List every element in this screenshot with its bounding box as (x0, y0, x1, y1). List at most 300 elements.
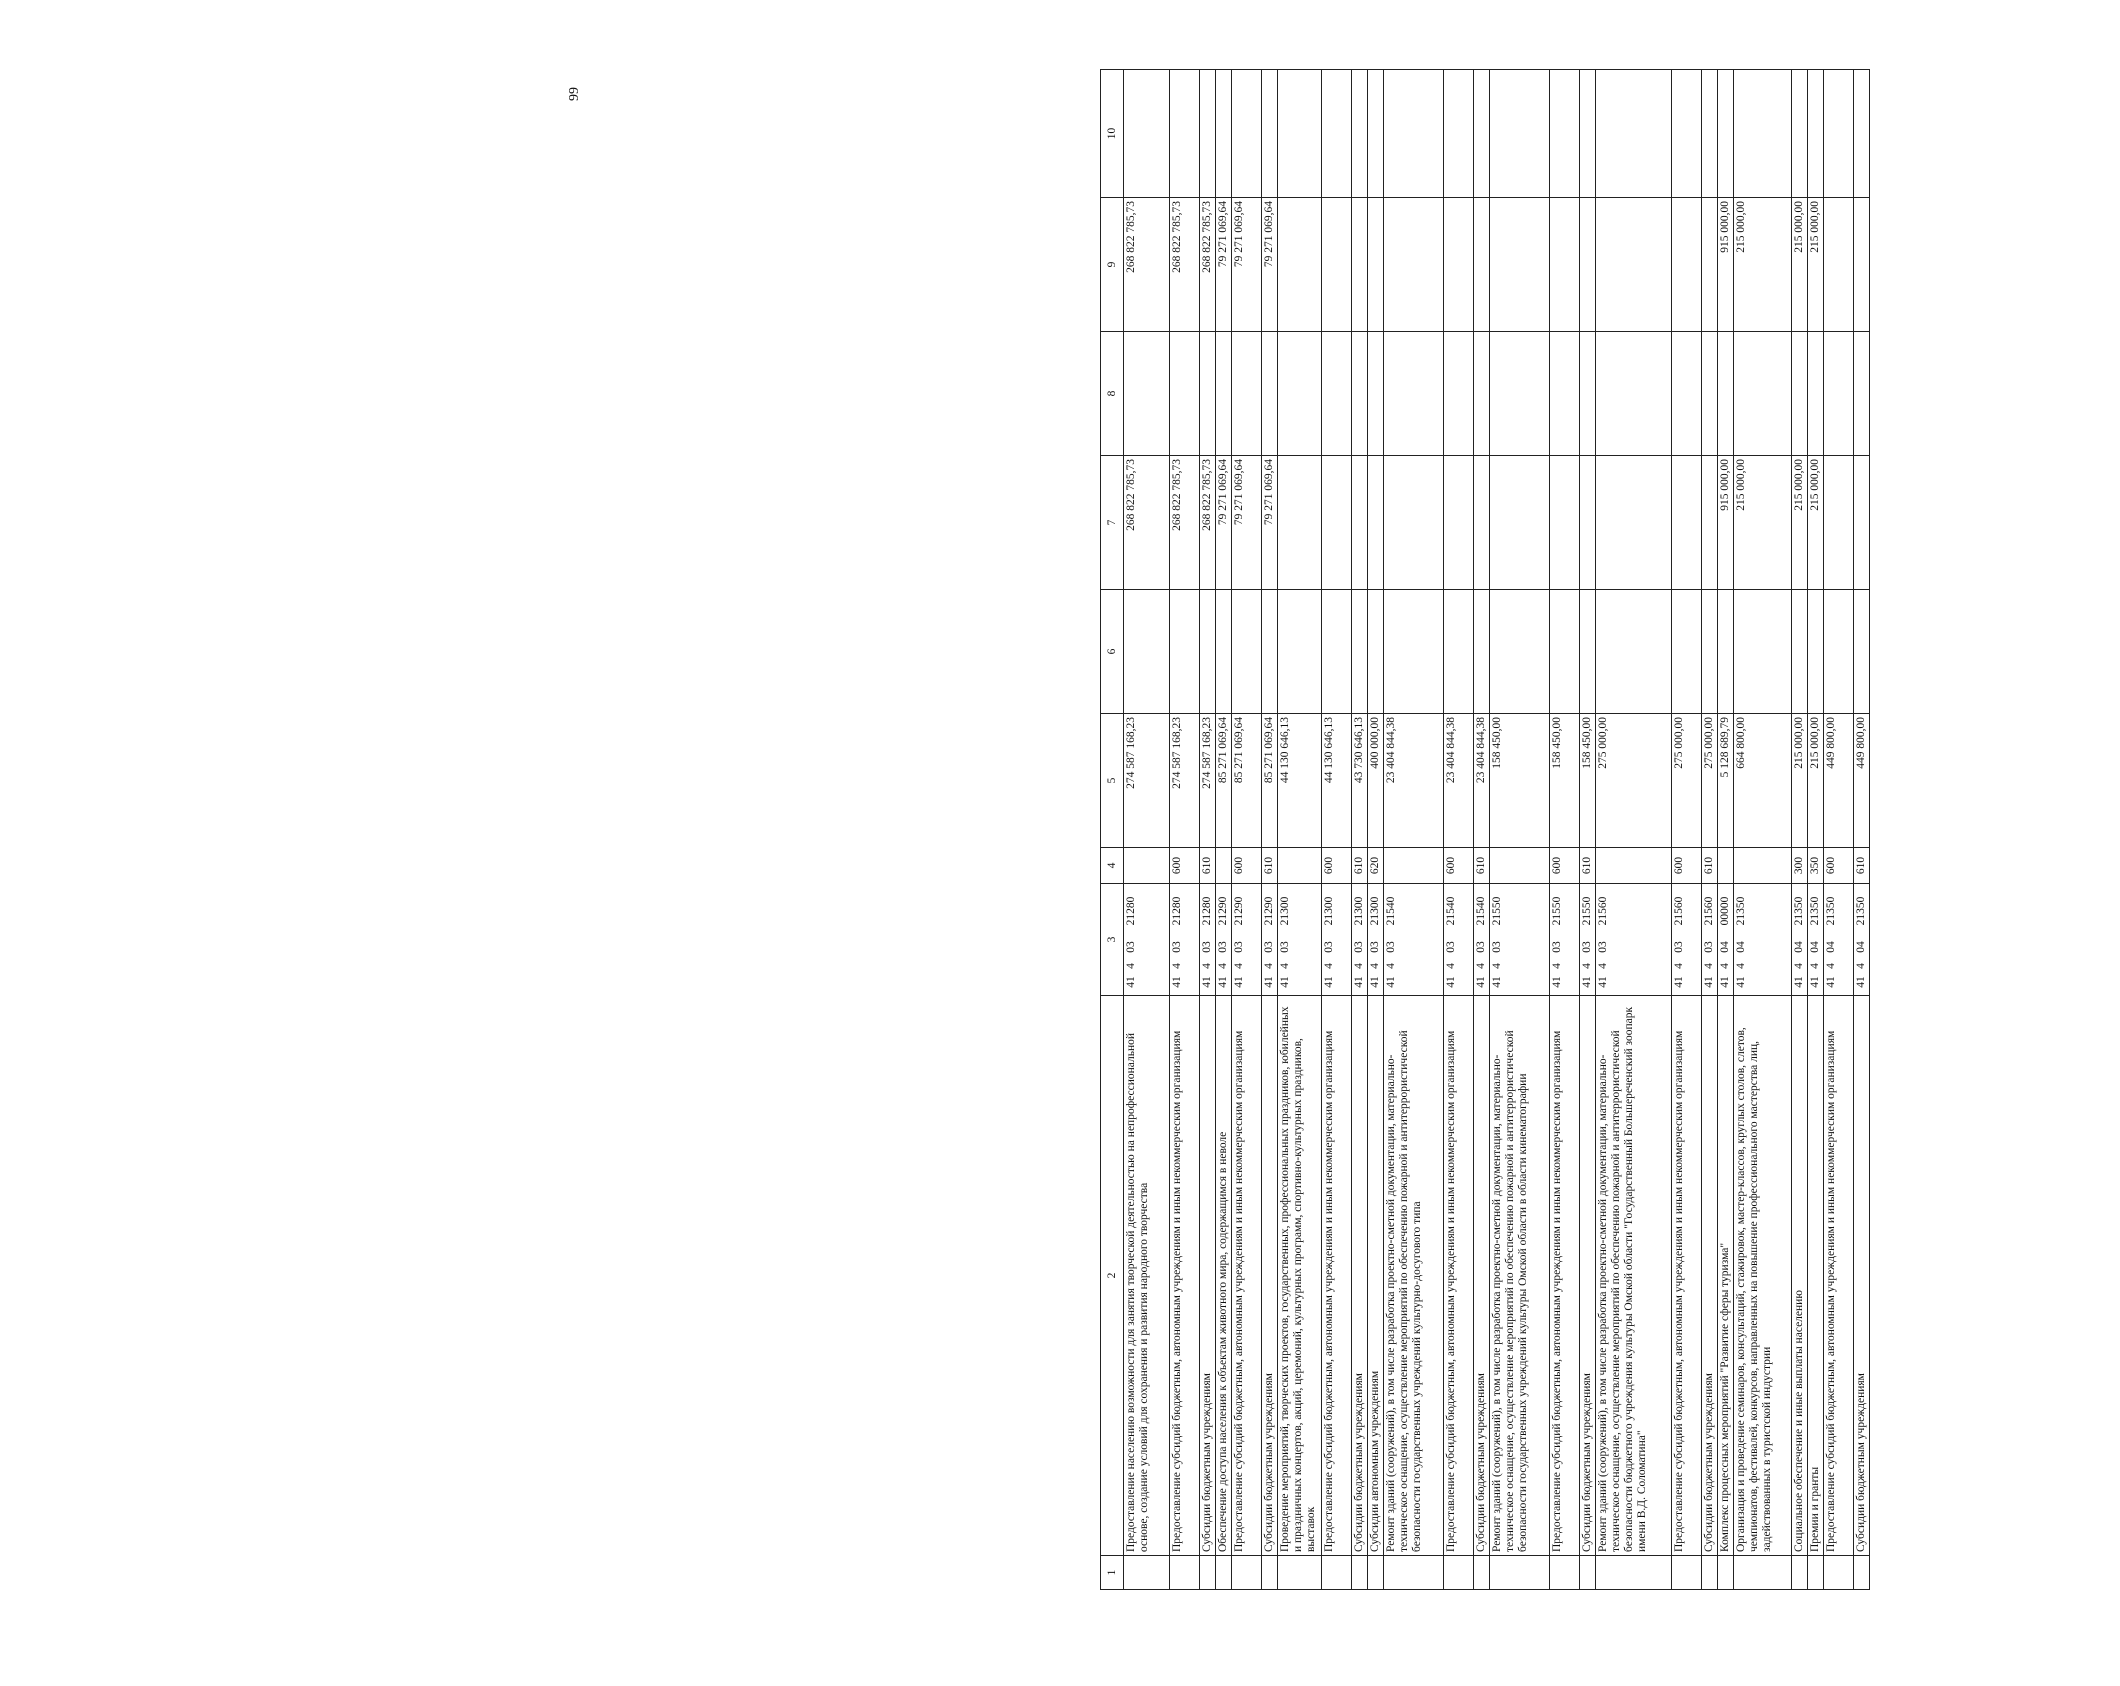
code-part: 41 (1353, 976, 1365, 988)
amount-c9 (1322, 198, 1352, 332)
amount-c6 (1550, 590, 1580, 714)
code-part: 41 (1385, 976, 1397, 988)
amount-c6 (1262, 590, 1278, 714)
amount-c9 (1490, 198, 1550, 332)
amount-c9 (1854, 198, 1870, 332)
code-part: 21550 (1491, 896, 1503, 926)
amount-c7 (1384, 456, 1444, 590)
code-part: 21300 (1323, 896, 1335, 926)
blank-cell (1490, 1556, 1550, 1590)
code-part: 4 (1475, 963, 1487, 969)
code-part: 41 (1217, 976, 1229, 988)
amount-c8 (1490, 332, 1550, 456)
code-part: 21280 (1201, 896, 1213, 926)
amount-c5: 275 000,00 (1596, 714, 1672, 848)
code-part: 03 (1673, 941, 1685, 953)
amount-c7 (1352, 456, 1368, 590)
classification-code (1124, 884, 1170, 996)
amount-c6 (1808, 590, 1824, 714)
column-header: 10 (1101, 70, 1124, 198)
classification-code (1702, 884, 1718, 996)
code-part: 4 (1263, 963, 1275, 969)
code-part: 41 (1263, 976, 1275, 988)
row-name: Ремонт зданий (сооружений), в том числе разработка проектно-сметной документации, материально-техническое оснащение, осуществление мероприятий по обеспечению пожарной и антитеррористической безопасности государственных учреждений культурно-досугового типа (1384, 996, 1444, 1556)
code-part: 03 (1171, 941, 1183, 953)
code-part: 41 (1673, 976, 1685, 988)
amount-c6 (1792, 590, 1808, 714)
row-name: Предоставление субсидий бюджетным, автономным учреждениям и иным некоммерческим организациям (1550, 996, 1580, 1556)
classification-code (1718, 884, 1734, 996)
blank-cell (1278, 1556, 1322, 1590)
amount-c8 (1444, 332, 1474, 456)
amount-c10 (1490, 70, 1550, 198)
amount-c6 (1474, 590, 1490, 714)
blank-cell (1854, 1556, 1870, 1590)
row-name: Социальное обеспечение и иные выплаты населению (1792, 996, 1808, 1556)
table-row (1278, 70, 1322, 1590)
amount-c7 (1854, 456, 1870, 590)
column-header: 8 (1101, 332, 1124, 456)
row-name: Субсидии бюджетным учреждениям (1474, 996, 1490, 1556)
classification-code (1322, 884, 1352, 996)
amount-c9: 215 000,00 (1734, 198, 1792, 332)
row-name: Предоставление субсидий бюджетным, автономным учреждениям и иным некоммерческим организациям (1170, 996, 1200, 1556)
code-part: 03 (1201, 941, 1213, 953)
code-part: 00000 (1719, 896, 1731, 926)
classification-code (1278, 884, 1322, 996)
expense-type-code: 600 (1824, 848, 1854, 884)
amount-c6 (1580, 590, 1596, 714)
amount-c6 (1854, 590, 1870, 714)
classification-code (1792, 884, 1808, 996)
amount-c6 (1322, 590, 1352, 714)
code-part: 03 (1353, 941, 1365, 953)
code-part: 4 (1353, 963, 1365, 969)
amount-c10 (1474, 70, 1490, 198)
amount-c6 (1734, 590, 1792, 714)
classification-code (1596, 884, 1672, 996)
table-row (1718, 70, 1734, 1590)
amount-c6 (1200, 590, 1216, 714)
code-part: 4 (1855, 963, 1867, 969)
row-name: Предоставление населению возможности для занятия творческой деятельностью на непрофессиональной основе, создание условий для сохранения и развития народного творчества (1124, 996, 1170, 1556)
amount-c5: 158 450,00 (1490, 714, 1550, 848)
amount-c9 (1352, 198, 1368, 332)
code-part: 03 (1703, 941, 1715, 953)
classification-code (1262, 884, 1278, 996)
code-part: 21280 (1171, 896, 1183, 926)
amount-c10 (1580, 70, 1596, 198)
expense-type-code: 600 (1672, 848, 1702, 884)
row-name: Ремонт зданий (сооружений), в том числе разработка проектно-сметной документации, материально-техническое оснащение, осуществление мероприятий по обеспечению пожарной и антитеррористической безопасности бюджетного учреждения культуры Омской области "Государственный Большереченский зоопарк имени В.Д. Соломатина" (1596, 996, 1672, 1556)
table-row (1854, 70, 1870, 1590)
amount-c10 (1718, 70, 1734, 198)
amount-c5: 85 271 069,64 (1262, 714, 1278, 848)
code-part: 41 (1809, 976, 1821, 988)
amount-c5: 400 000,00 (1368, 714, 1384, 848)
column-header: 6 (1101, 590, 1124, 714)
amount-c8 (1792, 332, 1808, 456)
amount-c5: 85 271 069,64 (1232, 714, 1262, 848)
classification-code (1232, 884, 1262, 996)
code-part: 03 (1445, 941, 1457, 953)
code-part: 21350 (1855, 896, 1867, 926)
expense-type-code (1216, 848, 1232, 884)
amount-c10 (1278, 70, 1322, 198)
row-name: Субсидии бюджетным учреждениям (1262, 996, 1278, 1556)
classification-code (1216, 884, 1232, 996)
expense-type-code (1734, 848, 1792, 884)
amount-c10 (1596, 70, 1672, 198)
expense-type-code: 600 (1550, 848, 1580, 884)
row-name: Предоставление субсидий бюджетным, автономным учреждениям и иным некоммерческим организациям (1322, 996, 1352, 1556)
amount-c9 (1278, 198, 1322, 332)
code-part: 21350 (1735, 896, 1747, 926)
amount-c8 (1474, 332, 1490, 456)
amount-c6 (1444, 590, 1474, 714)
blank-cell (1596, 1556, 1672, 1590)
code-part: 4 (1279, 963, 1291, 969)
amount-c8 (1262, 332, 1278, 456)
amount-c6 (1596, 590, 1672, 714)
blank-cell (1824, 1556, 1854, 1590)
amount-c9: 79 271 069,64 (1232, 198, 1262, 332)
blank-cell (1808, 1556, 1824, 1590)
amount-c5: 275 000,00 (1702, 714, 1718, 848)
blank-cell (1352, 1556, 1368, 1590)
amount-c5: 274 587 168,23 (1170, 714, 1200, 848)
classification-code (1490, 884, 1550, 996)
amount-c8 (1368, 332, 1384, 456)
amount-c8 (1124, 332, 1170, 456)
budget-table-container (1100, 50, 2120, 1590)
amount-c10 (1124, 70, 1170, 198)
classification-code (1672, 884, 1702, 996)
code-part: 21540 (1385, 896, 1397, 926)
amount-c8 (1808, 332, 1824, 456)
code-part: 03 (1217, 941, 1229, 953)
amount-c9: 215 000,00 (1808, 198, 1824, 332)
code-part: 41 (1369, 976, 1381, 988)
code-part: 4 (1369, 963, 1381, 969)
code-part: 21280 (1125, 896, 1137, 926)
amount-c8 (1596, 332, 1672, 456)
row-name: Предоставление субсидий бюджетным, автономным учреждениям и иным некоммерческим организациям (1672, 996, 1702, 1556)
classification-code (1474, 884, 1490, 996)
column-header: 2 (1101, 996, 1124, 1556)
code-part: 41 (1475, 976, 1487, 988)
row-name: Предоставление субсидий бюджетным, автономным учреждениям и иным некоммерческим организациям (1824, 996, 1854, 1556)
amount-c9 (1384, 198, 1444, 332)
code-part: 4 (1703, 963, 1715, 969)
expense-type-code: 600 (1170, 848, 1200, 884)
amount-c7 (1278, 456, 1322, 590)
code-part: 03 (1323, 941, 1335, 953)
amount-c10 (1322, 70, 1352, 198)
amount-c8 (1232, 332, 1262, 456)
code-part: 41 (1279, 976, 1291, 988)
code-part: 21550 (1581, 896, 1593, 926)
amount-c7 (1368, 456, 1384, 590)
table-row (1734, 70, 1792, 1590)
expense-type-code: 600 (1444, 848, 1474, 884)
table-body (1124, 70, 1870, 1590)
blank-cell (1322, 1556, 1352, 1590)
table-row (1322, 70, 1352, 1590)
code-part: 21550 (1551, 896, 1563, 926)
code-part: 03 (1581, 941, 1593, 953)
code-part: 41 (1491, 976, 1503, 988)
code-part: 03 (1369, 941, 1381, 953)
amount-c6 (1490, 590, 1550, 714)
table-row (1808, 70, 1824, 1590)
amount-c9 (1444, 198, 1474, 332)
amount-c10 (1808, 70, 1824, 198)
blank-cell (1702, 1556, 1718, 1590)
amount-c6 (1368, 590, 1384, 714)
amount-c5: 5 128 689,79 (1718, 714, 1734, 848)
amount-c8 (1580, 332, 1596, 456)
blank-cell (1368, 1556, 1384, 1590)
amount-c8 (1216, 332, 1232, 456)
classification-code (1170, 884, 1200, 996)
amount-c7: 79 271 069,64 (1232, 456, 1262, 590)
amount-c7 (1322, 456, 1352, 590)
amount-c8 (1278, 332, 1322, 456)
blank-cell (1718, 1556, 1734, 1590)
amount-c9 (1580, 198, 1596, 332)
amount-c6 (1718, 590, 1734, 714)
classification-code (1734, 884, 1792, 996)
amount-c10 (1824, 70, 1854, 198)
code-part: 4 (1825, 963, 1837, 969)
row-name: Субсидии автономным учреждениям (1368, 996, 1384, 1556)
table-row (1368, 70, 1384, 1590)
blank-cell (1200, 1556, 1216, 1590)
amount-c9 (1672, 198, 1702, 332)
amount-c8 (1672, 332, 1702, 456)
code-part: 4 (1673, 963, 1685, 969)
table-row (1262, 70, 1278, 1590)
table-row (1580, 70, 1596, 1590)
blank-cell (1580, 1556, 1596, 1590)
amount-c5: 664 800,00 (1734, 714, 1792, 848)
amount-c6 (1352, 590, 1368, 714)
code-part: 21540 (1475, 896, 1487, 926)
amount-c10 (1854, 70, 1870, 198)
code-part: 21560 (1703, 896, 1715, 926)
code-part: 41 (1233, 976, 1245, 988)
budget-table (1100, 69, 1870, 1590)
code-part: 41 (1719, 976, 1731, 988)
table-row (1474, 70, 1490, 1590)
amount-c7 (1596, 456, 1672, 590)
amount-c7: 215 000,00 (1734, 456, 1792, 590)
expense-type-code: 610 (1262, 848, 1278, 884)
amount-c9 (1550, 198, 1580, 332)
amount-c6 (1278, 590, 1322, 714)
amount-c10 (1792, 70, 1808, 198)
amount-c8 (1718, 332, 1734, 456)
code-part: 04 (1825, 941, 1837, 953)
amount-c10 (1200, 70, 1216, 198)
amount-c5: 275 000,00 (1672, 714, 1702, 848)
amount-c6 (1702, 590, 1718, 714)
code-part: 4 (1581, 963, 1593, 969)
amount-c7: 215 000,00 (1808, 456, 1824, 590)
code-part: 03 (1125, 941, 1137, 953)
amount-c7 (1474, 456, 1490, 590)
code-part: 4 (1597, 963, 1609, 969)
row-name: Субсидии бюджетным учреждениям (1200, 996, 1216, 1556)
code-part: 41 (1825, 976, 1837, 988)
code-part: 21350 (1793, 896, 1805, 926)
column-header: 4 (1101, 848, 1124, 884)
row-name: Субсидии бюджетным учреждениям (1352, 996, 1368, 1556)
table-row (1702, 70, 1718, 1590)
amount-c8 (1200, 332, 1216, 456)
amount-c8 (1322, 332, 1352, 456)
amount-c7: 915 000,00 (1718, 456, 1734, 590)
expense-type-code (1124, 848, 1170, 884)
amount-c10 (1352, 70, 1368, 198)
amount-c10 (1216, 70, 1232, 198)
table-row (1490, 70, 1550, 1590)
blank-cell (1792, 1556, 1808, 1590)
column-number-row (1101, 70, 1124, 1590)
code-part: 41 (1551, 976, 1563, 988)
amount-c7 (1490, 456, 1550, 590)
code-part: 41 (1855, 976, 1867, 988)
code-part: 41 (1793, 976, 1805, 988)
blank-cell (1216, 1556, 1232, 1590)
code-part: 41 (1581, 976, 1593, 988)
classification-code (1384, 884, 1444, 996)
expense-type-code: 610 (1580, 848, 1596, 884)
row-name: Обеспечение доступа населения к объектам животного мира, содержащимся в неволе (1216, 996, 1232, 1556)
amount-c5: 23 404 844,38 (1474, 714, 1490, 848)
row-name: Комплекс процессных мероприятий "Развитие сферы туризма" (1718, 996, 1734, 1556)
expense-type-code (1384, 848, 1444, 884)
blank-cell (1672, 1556, 1702, 1590)
amount-c8 (1352, 332, 1368, 456)
code-part: 4 (1735, 963, 1747, 969)
code-part: 03 (1279, 941, 1291, 953)
amount-c7 (1672, 456, 1702, 590)
blank-cell (1444, 1556, 1474, 1590)
amount-c9 (1702, 198, 1718, 332)
amount-c5: 44 130 646,13 (1322, 714, 1352, 848)
expense-type-code: 620 (1368, 848, 1384, 884)
amount-c5: 215 000,00 (1792, 714, 1808, 848)
table-row (1124, 70, 1170, 1590)
amount-c5: 274 587 168,23 (1200, 714, 1216, 848)
code-part: 4 (1793, 963, 1805, 969)
row-name: Субсидии бюджетным учреждениям (1854, 996, 1870, 1556)
code-part: 41 (1703, 976, 1715, 988)
amount-c5: 158 450,00 (1580, 714, 1596, 848)
amount-c9: 79 271 069,64 (1262, 198, 1278, 332)
code-part: 4 (1201, 963, 1213, 969)
expense-type-code: 610 (1702, 848, 1718, 884)
code-part: 21350 (1809, 896, 1821, 926)
amount-c9: 215 000,00 (1792, 198, 1808, 332)
amount-c10 (1702, 70, 1718, 198)
table-row (1200, 70, 1216, 1590)
amount-c8 (1824, 332, 1854, 456)
amount-c5: 449 800,00 (1824, 714, 1854, 848)
amount-c9 (1474, 198, 1490, 332)
amount-c7: 268 822 785,73 (1170, 456, 1200, 590)
code-part: 04 (1719, 941, 1731, 953)
amount-c6 (1170, 590, 1200, 714)
code-part: 4 (1491, 963, 1503, 969)
expense-type-code (1596, 848, 1672, 884)
code-part: 03 (1551, 941, 1563, 953)
expense-type-code: 610 (1352, 848, 1368, 884)
table-row (1596, 70, 1672, 1590)
classification-code (1580, 884, 1596, 996)
code-part: 21300 (1279, 896, 1291, 926)
amount-c5: 85 271 069,64 (1216, 714, 1232, 848)
amount-c7: 268 822 785,73 (1200, 456, 1216, 590)
amount-c10 (1384, 70, 1444, 198)
code-part: 04 (1855, 941, 1867, 953)
amount-c9 (1824, 198, 1854, 332)
code-part: 04 (1735, 941, 1747, 953)
amount-c9: 79 271 069,64 (1216, 198, 1232, 332)
code-part: 4 (1385, 963, 1397, 969)
classification-code (1550, 884, 1580, 996)
blank-cell (1384, 1556, 1444, 1590)
column-header: 5 (1101, 714, 1124, 848)
code-part: 4 (1233, 963, 1245, 969)
amount-c7 (1550, 456, 1580, 590)
amount-c10 (1232, 70, 1262, 198)
amount-c7 (1580, 456, 1596, 590)
row-name: Субсидии бюджетным учреждениям (1580, 996, 1596, 1556)
code-part: 21290 (1263, 896, 1275, 926)
row-name: Премии и гранты (1808, 996, 1824, 1556)
code-part: 21300 (1369, 896, 1381, 926)
blank-cell (1550, 1556, 1580, 1590)
expense-type-code: 600 (1232, 848, 1262, 884)
classification-code (1824, 884, 1854, 996)
amount-c8 (1702, 332, 1718, 456)
code-part: 4 (1217, 963, 1229, 969)
code-part: 03 (1491, 941, 1503, 953)
column-header: 9 (1101, 198, 1124, 332)
amount-c8 (1550, 332, 1580, 456)
amount-c8 (1734, 332, 1792, 456)
expense-type-code: 610 (1474, 848, 1490, 884)
code-part: 41 (1323, 976, 1335, 988)
table-row (1444, 70, 1474, 1590)
row-name: Субсидии бюджетным учреждениям (1702, 996, 1718, 1556)
amount-c10 (1262, 70, 1278, 198)
code-part: 4 (1125, 963, 1137, 969)
amount-c7: 79 271 069,64 (1262, 456, 1278, 590)
amount-c10 (1550, 70, 1580, 198)
amount-c10 (1368, 70, 1384, 198)
code-part: 03 (1597, 941, 1609, 953)
amount-c10 (1734, 70, 1792, 198)
amount-c7: 79 271 069,64 (1216, 456, 1232, 590)
table-row (1352, 70, 1368, 1590)
expense-type-code (1718, 848, 1734, 884)
code-part: 4 (1171, 963, 1183, 969)
code-part: 21350 (1825, 896, 1837, 926)
